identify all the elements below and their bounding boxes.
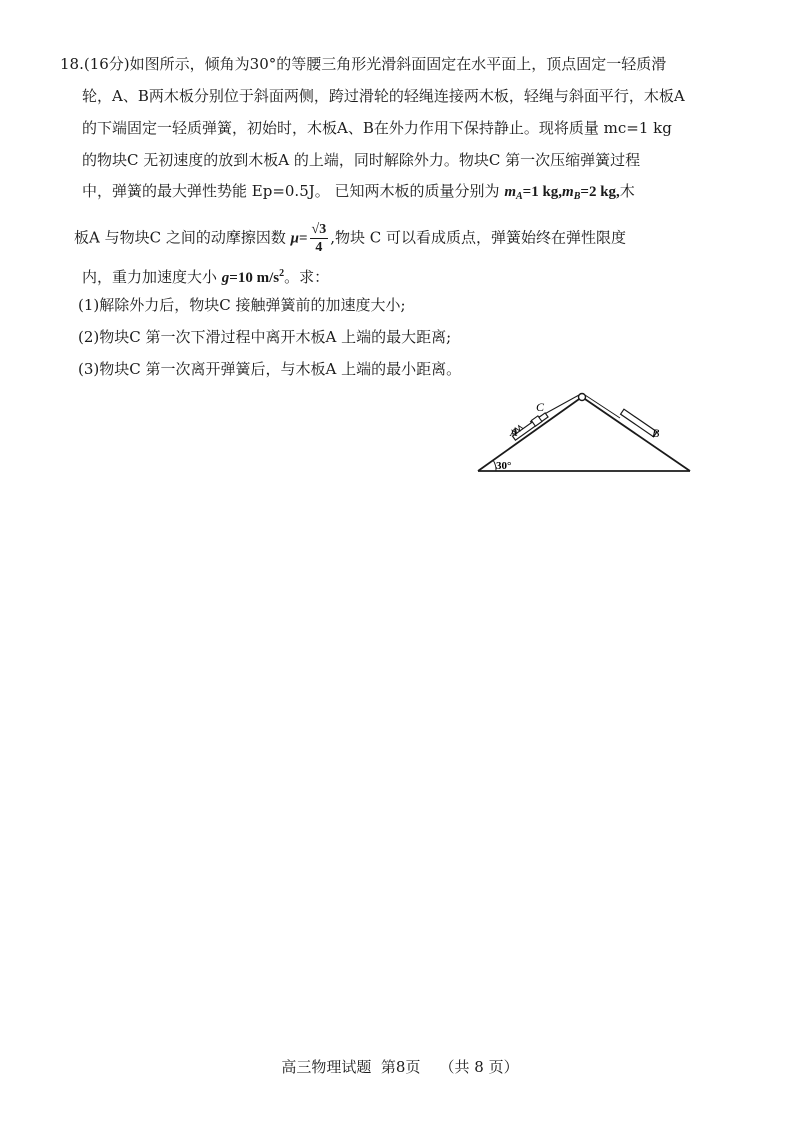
pulley [579, 394, 586, 401]
problem-line-6: 板A 与物块C 之间的动摩擦因数 μ= $\frac{√3}{4}$ ,物块 C 可以看成质点，弹簧始终在弹性限度 [74, 222, 627, 255]
mass-a-expression: $m_A=1$ kg, [504, 184, 563, 202]
label-a: A [510, 425, 518, 439]
label-b: B [652, 426, 660, 440]
mu-symbol: μ [290, 230, 299, 247]
problem-line-2: 轮，A、B两木板分别位于斜面两侧，跨过滑轮的轻绳连接两木板，轻绳与斜面平行，木板A [82, 87, 685, 105]
right-incline [582, 397, 690, 471]
problem-line-3: 的下端固定一轻质弹簧，初始时，木板A、B在外力作用下保持静止。现将质量 mc=1 kg [82, 119, 672, 137]
angle-label: 30° [496, 460, 512, 472]
friction-fraction: $\frac{√3}{4}$ [311, 222, 327, 255]
question-2: (2)物块C 第一次下滑过程中离开木板A 上端的最大距离; [78, 328, 452, 346]
problem-line-6-tail: ,物块 C 可以看成质点，弹簧始终在弹性限度 [330, 228, 627, 247]
left-incline [478, 397, 582, 471]
page-footer: 高三物理试题 第8页 （共 8 页） [281, 1058, 519, 1076]
label-c: C [536, 400, 545, 414]
problem-line-5: 中，弹簧的最大弹性势能 Ep=0.5J。 已知两木板的质量分别为 $m_A=1$ $kg,m_B=2$ kg,木 [82, 182, 635, 202]
rope-right [585, 395, 620, 418]
incline-figure [472, 385, 702, 484]
incline-diagram [472, 385, 702, 480]
problem-line-5-text: 中，弹簧的最大弹性势能 Ep=0.5J。 已知两木板的质量分别为 [82, 182, 500, 200]
problem-line-7: 内，重力加速度大小 g=10 $m/s^2$。求： [82, 268, 330, 286]
mass-b-expression: $m_B=2$ kg, [562, 184, 620, 202]
problem-line-6-text: 板A 与物块C 之间的动摩擦因数 [74, 228, 286, 247]
question-3: (3)物块C 第一次离开弹簧后，与木板A 上端的最小距离。 [78, 360, 462, 378]
problem-line-4: 的物块C 无初速度的放到木板A 的上端，同时解除外力。物块C 第一次压缩弹簧过程 [82, 151, 641, 169]
question-1: (1)解除外力后，物块C 接触弹簧前的加速度大小; [78, 296, 406, 314]
gravity-symbol: g [221, 270, 230, 286]
problem-line-1: 18.(16分)如图所示，倾角为30°的等腰三角形光滑斜面固定在水平面上，顶点固定一轻质滑 [60, 55, 667, 73]
